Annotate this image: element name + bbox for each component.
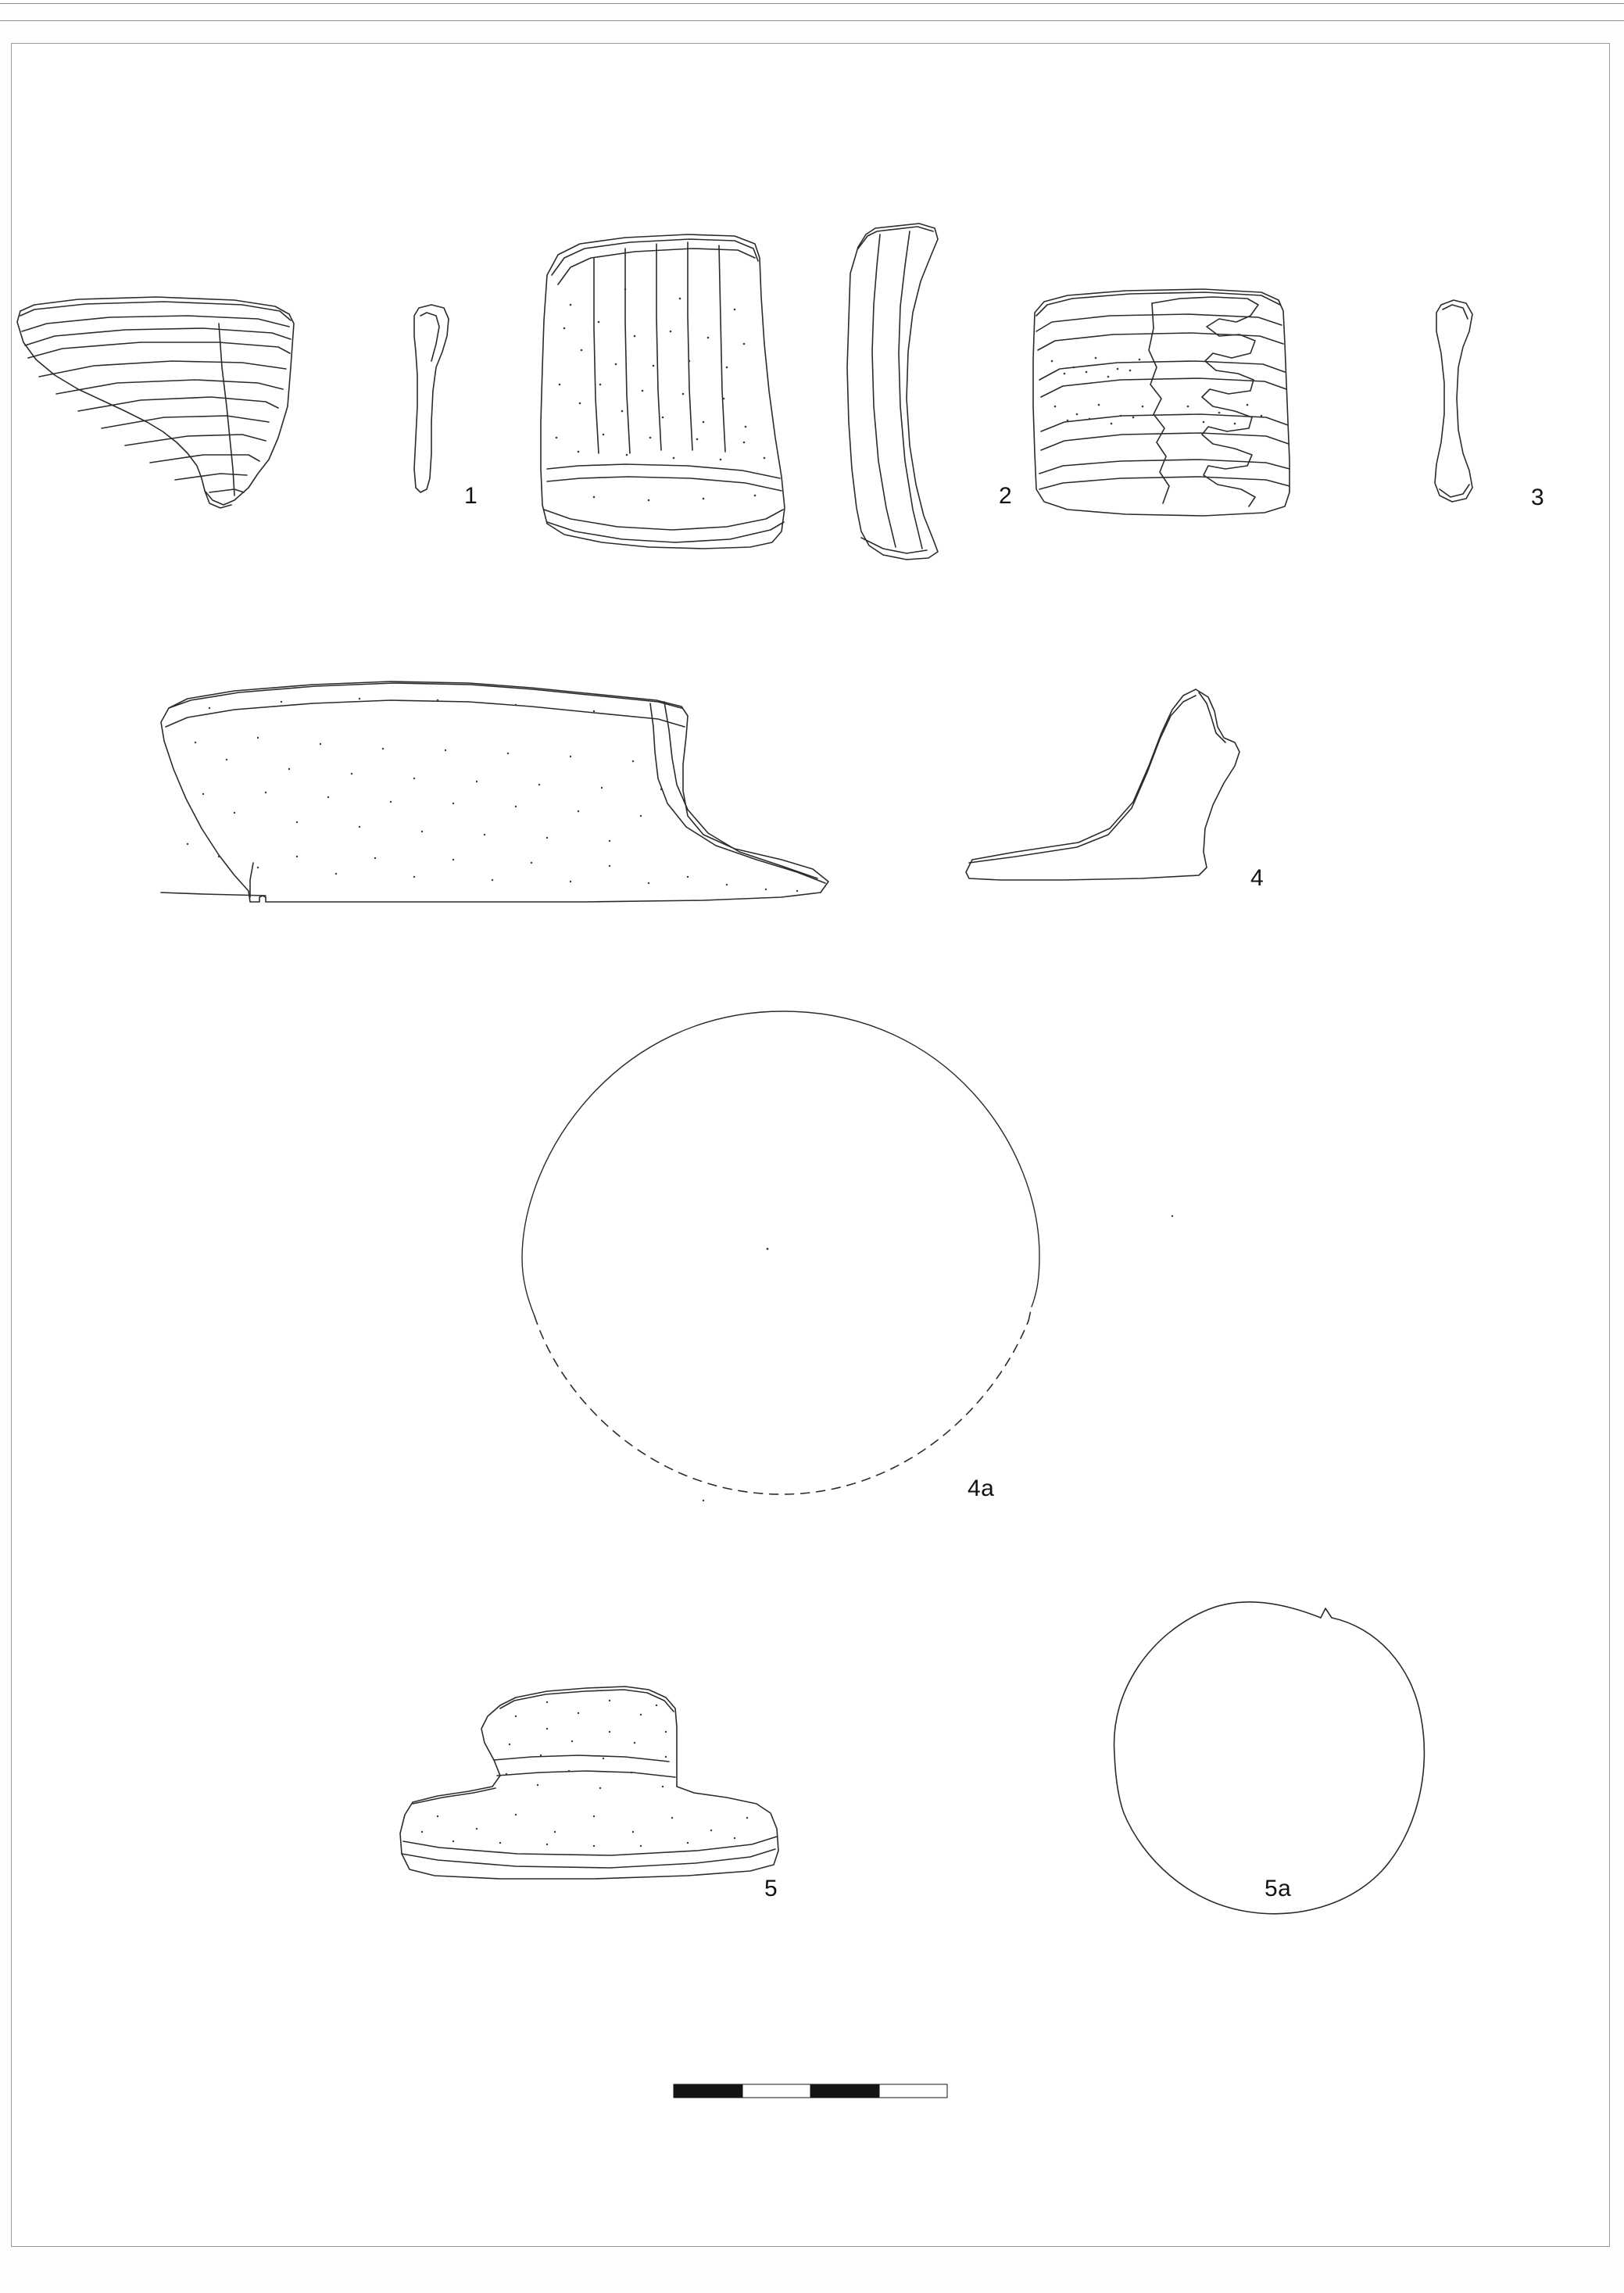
figure-label-4a: 4a bbox=[968, 1476, 995, 1501]
plate-border bbox=[11, 43, 1610, 2247]
figure-label-1: 1 bbox=[464, 483, 478, 509]
figure-label-2: 2 bbox=[999, 483, 1013, 509]
figure-label-3: 3 bbox=[1531, 485, 1545, 510]
figure-label-5: 5 bbox=[764, 1876, 778, 1901]
top-rule-2 bbox=[0, 20, 1624, 21]
figure-label-5a: 5a bbox=[1265, 1876, 1292, 1901]
top-rule-1 bbox=[0, 3, 1624, 4]
figure-label-4: 4 bbox=[1250, 865, 1265, 891]
